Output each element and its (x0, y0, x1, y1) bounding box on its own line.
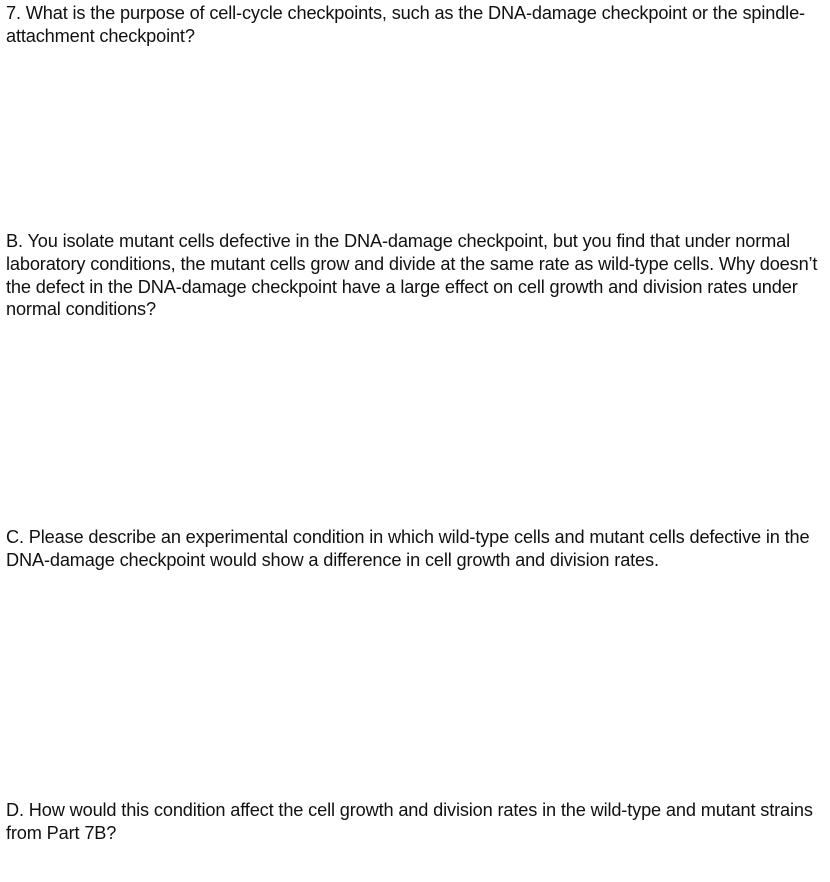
question-7c: C. Please describe an experimental condition in which wild-type cells and mutant cells defective in the DNA-damage checkpoint would show a difference in cell growth and division rates. (6, 527, 810, 570)
question-7b: B. You isolate mutant cells defective in the DNA-damage checkpoint, but you find that under normal laboratory conditions, the mutant cells grow and divide at the same rate as wild-type cells. Why doesn’t the defect in the DNA-damage checkpoint have a large effect on cell growth and division rates under normal conditions? (6, 231, 818, 320)
question-7a: 7. What is the purpose of cell-cycle checkpoints, such as the DNA-damage checkpoint or the spindle-attachment checkpoint? (6, 3, 805, 46)
question-7d: D. How would this condition affect the cell growth and division rates in the wild-type and mutant strains from Part 7B? (6, 800, 813, 843)
